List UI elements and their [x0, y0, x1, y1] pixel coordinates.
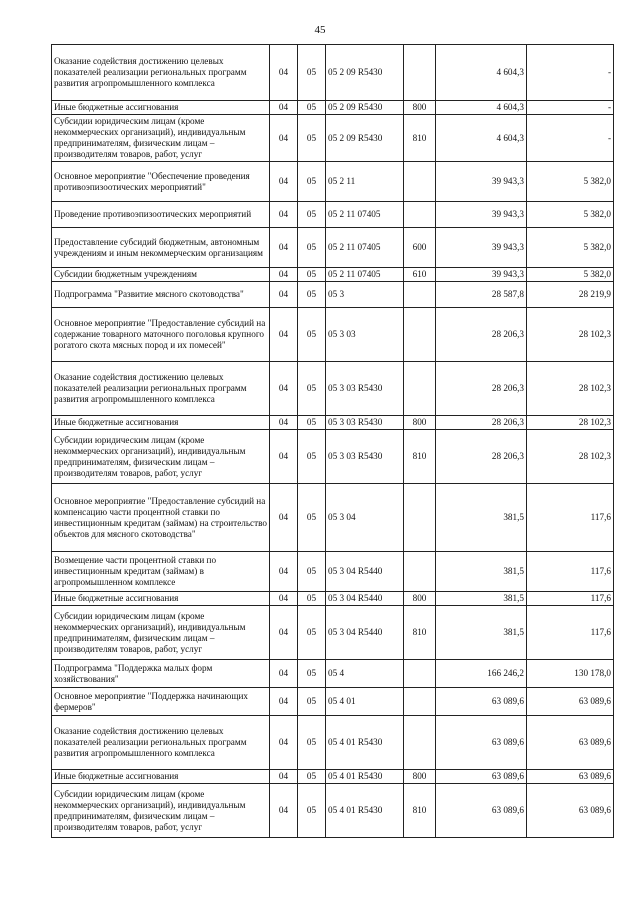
row-target-article: 05 3: [326, 282, 404, 308]
table-row: [52, 308, 614, 362]
table-row: [52, 362, 614, 416]
row-expense-type: [404, 202, 436, 228]
table-row: [52, 45, 614, 101]
table-row: [52, 592, 614, 606]
row-subsection: 05: [298, 101, 326, 115]
row-target-article: 05 2 11 07405: [326, 268, 404, 282]
row-section: 04: [270, 416, 298, 430]
row-amount-2: -: [527, 101, 614, 115]
table-row: [52, 268, 614, 282]
row-section: 04: [270, 268, 298, 282]
row-amount-1: 381,5: [436, 606, 527, 660]
row-target-article: 05 3 03 R5430: [326, 416, 404, 430]
row-subsection: 05: [298, 484, 326, 552]
row-name: Основное мероприятие "Обеспечение проведения противоэпизоотических мероприятий": [52, 162, 270, 202]
row-amount-2: -: [527, 115, 614, 162]
table-row: [52, 202, 614, 228]
table-row: [52, 770, 614, 784]
row-section: 04: [270, 784, 298, 838]
row-section: 04: [270, 115, 298, 162]
row-expense-type: 800: [404, 592, 436, 606]
row-amount-1: 28 206,3: [436, 308, 527, 362]
row-expense-type: [404, 688, 436, 716]
row-section: 04: [270, 162, 298, 202]
row-amount-2: 63 089,6: [527, 716, 614, 770]
table-row: [52, 101, 614, 115]
row-target-article: 05 3 04 R5440: [326, 606, 404, 660]
row-expense-type: [404, 162, 436, 202]
table-row: [52, 484, 614, 552]
row-amount-2: 5 382,0: [527, 202, 614, 228]
row-section: 04: [270, 688, 298, 716]
row-section: 04: [270, 202, 298, 228]
row-expense-type: [404, 308, 436, 362]
table-row: [52, 228, 614, 268]
table-row: [52, 416, 614, 430]
table-row: [52, 716, 614, 770]
row-subsection: 05: [298, 770, 326, 784]
row-amount-1: 39 943,3: [436, 162, 527, 202]
row-name: Подпрограмма "Развитие мясного скотоводства": [52, 282, 270, 308]
row-subsection: 05: [298, 308, 326, 362]
row-section: 04: [270, 228, 298, 268]
row-name: Иные бюджетные ассигнования: [52, 770, 270, 784]
row-amount-2: 117,6: [527, 484, 614, 552]
row-subsection: 05: [298, 268, 326, 282]
row-target-article: 05 3 04 R5440: [326, 552, 404, 592]
row-name: Оказание содействия достижению целевых показателей реализации региональных программ развития агропромышленного комплекса: [52, 45, 270, 101]
row-amount-1: 381,5: [436, 552, 527, 592]
row-name: Основное мероприятие "Предоставление субсидий на содержание товарного маточного поголовья крупного рогатого скота мясных пород и их помесей": [52, 308, 270, 362]
row-amount-1: 4 604,3: [436, 45, 527, 101]
row-subsection: 05: [298, 162, 326, 202]
table-row: [52, 606, 614, 660]
row-target-article: 05 3 03 R5430: [326, 362, 404, 416]
row-subsection: 05: [298, 552, 326, 592]
budget-table-body: [52, 45, 614, 838]
row-section: 04: [270, 430, 298, 484]
row-expense-type: 610: [404, 268, 436, 282]
row-section: 04: [270, 716, 298, 770]
row-expense-type: [404, 716, 436, 770]
row-expense-type: 800: [404, 770, 436, 784]
row-amount-1: 63 089,6: [436, 716, 527, 770]
row-expense-type: 810: [404, 430, 436, 484]
row-amount-2: 63 089,6: [527, 770, 614, 784]
row-amount-1: 381,5: [436, 484, 527, 552]
row-amount-2: 117,6: [527, 592, 614, 606]
row-target-article: 05 4 01 R5430: [326, 716, 404, 770]
row-target-article: 05 2 09 R5430: [326, 45, 404, 101]
row-section: 04: [270, 362, 298, 416]
row-section: 04: [270, 592, 298, 606]
table-row: [52, 282, 614, 308]
row-section: 04: [270, 282, 298, 308]
row-target-article: 05 4: [326, 660, 404, 688]
row-name: Предоставление субсидий бюджетным, автономным учреждениям и иным некоммерческим организациям: [52, 228, 270, 268]
row-name: Основное мероприятие "Предоставление субсидий на компенсацию части процентной ставки по инвестиционным кредитам (займам) на строительство объектов для мясного скотоводства": [52, 484, 270, 552]
row-target-article: 05 2 09 R5430: [326, 101, 404, 115]
row-target-article: 05 4 01 R5430: [326, 770, 404, 784]
table-row: [52, 430, 614, 484]
row-subsection: 05: [298, 660, 326, 688]
row-subsection: 05: [298, 282, 326, 308]
row-target-article: 05 2 11: [326, 162, 404, 202]
row-section: 04: [270, 606, 298, 660]
row-amount-1: 4 604,3: [436, 101, 527, 115]
row-amount-1: 28 587,8: [436, 282, 527, 308]
row-subsection: 05: [298, 416, 326, 430]
table-row: [52, 162, 614, 202]
row-amount-2: 5 382,0: [527, 228, 614, 268]
row-amount-2: -: [527, 45, 614, 101]
row-subsection: 05: [298, 115, 326, 162]
row-section: 04: [270, 660, 298, 688]
row-expense-type: [404, 45, 436, 101]
row-name: Субсидии юридическим лицам (кроме некоммерческих организаций), индивидуальным предпринимателям, физическим лицам – производителям товаров, работ, услуг: [52, 115, 270, 162]
row-amount-1: 39 943,3: [436, 268, 527, 282]
row-section: 04: [270, 484, 298, 552]
table-row: [52, 784, 614, 838]
row-name: Иные бюджетные ассигнования: [52, 592, 270, 606]
row-amount-2: 63 089,6: [527, 784, 614, 838]
row-name: Основное мероприятие "Поддержка начинающих фермеров": [52, 688, 270, 716]
row-subsection: 05: [298, 784, 326, 838]
row-amount-2: 5 382,0: [527, 268, 614, 282]
row-amount-2: 5 382,0: [527, 162, 614, 202]
row-amount-1: 39 943,3: [436, 202, 527, 228]
row-name: Субсидии юридическим лицам (кроме некоммерческих организаций), индивидуальным предпринимателям, физическим лицам – производителям товаров, работ, услуг: [52, 606, 270, 660]
row-name: Иные бюджетные ассигнования: [52, 416, 270, 430]
row-amount-1: 63 089,6: [436, 770, 527, 784]
row-name: Проведение противоэпизоотических мероприятий: [52, 202, 270, 228]
row-name: Иные бюджетные ассигнования: [52, 101, 270, 115]
row-expense-type: 810: [404, 606, 436, 660]
row-expense-type: [404, 552, 436, 592]
row-expense-type: 810: [404, 784, 436, 838]
row-amount-1: 4 604,3: [436, 115, 527, 162]
row-expense-type: [404, 282, 436, 308]
budget-table: [51, 44, 614, 838]
row-expense-type: 800: [404, 101, 436, 115]
row-expense-type: 810: [404, 115, 436, 162]
row-target-article: 05 3 04 R5440: [326, 592, 404, 606]
row-target-article: 05 2 11 07405: [326, 228, 404, 268]
row-name: Субсидии юридическим лицам (кроме некоммерческих организаций), индивидуальным предпринимателям, физическим лицам – производителям товаров, работ, услуг: [52, 784, 270, 838]
row-section: 04: [270, 552, 298, 592]
row-expense-type: 800: [404, 416, 436, 430]
row-target-article: 05 2 09 R5430: [326, 115, 404, 162]
row-amount-2: 28 102,3: [527, 308, 614, 362]
row-target-article: 05 2 11 07405: [326, 202, 404, 228]
row-amount-1: 39 943,3: [436, 228, 527, 268]
row-amount-2: 130 178,0: [527, 660, 614, 688]
row-subsection: 05: [298, 430, 326, 484]
row-target-article: 05 3 03: [326, 308, 404, 362]
row-amount-1: 28 206,3: [436, 362, 527, 416]
row-amount-2: 117,6: [527, 606, 614, 660]
row-section: 04: [270, 308, 298, 362]
row-name: Возмещение части процентной ставки по инвестиционным кредитам (займам) в агропромышленном комплексе: [52, 552, 270, 592]
row-amount-2: 117,6: [527, 552, 614, 592]
row-expense-type: [404, 484, 436, 552]
row-amount-1: 28 206,3: [436, 430, 527, 484]
row-amount-1: 63 089,6: [436, 784, 527, 838]
row-target-article: 05 4 01 R5430: [326, 784, 404, 838]
table-row: [52, 660, 614, 688]
row-name: Субсидии бюджетным учреждениям: [52, 268, 270, 282]
row-amount-2: 28 102,3: [527, 430, 614, 484]
row-amount-1: 28 206,3: [436, 416, 527, 430]
row-name: Оказание содействия достижению целевых показателей реализации региональных программ развития агропромышленного комплекса: [52, 362, 270, 416]
row-expense-type: 600: [404, 228, 436, 268]
row-amount-2: 63 089,6: [527, 688, 614, 716]
row-name: Субсидии юридическим лицам (кроме некоммерческих организаций), индивидуальным предпринимателям, физическим лицам – производителям товаров, работ, услуг: [52, 430, 270, 484]
row-amount-1: 166 246,2: [436, 660, 527, 688]
page-number: 45: [314, 24, 326, 36]
row-subsection: 05: [298, 228, 326, 268]
row-section: 04: [270, 770, 298, 784]
table-row: [52, 115, 614, 162]
row-amount-2: 28 102,3: [527, 416, 614, 430]
row-subsection: 05: [298, 716, 326, 770]
row-target-article: 05 3 03 R5430: [326, 430, 404, 484]
row-target-article: 05 3 04: [326, 484, 404, 552]
table-row: [52, 552, 614, 592]
row-name: Подпрограмма "Поддержка малых форм хозяйствования": [52, 660, 270, 688]
row-subsection: 05: [298, 688, 326, 716]
row-amount-2: 28 102,3: [527, 362, 614, 416]
row-name: Оказание содействия достижению целевых показателей реализации региональных программ развития агропромышленного комплекса: [52, 716, 270, 770]
row-target-article: 05 4 01: [326, 688, 404, 716]
row-amount-1: 63 089,6: [436, 688, 527, 716]
row-subsection: 05: [298, 362, 326, 416]
row-expense-type: [404, 362, 436, 416]
row-subsection: 05: [298, 45, 326, 101]
row-expense-type: [404, 660, 436, 688]
table-row: [52, 688, 614, 716]
row-section: 04: [270, 45, 298, 101]
row-amount-2: 28 219,9: [527, 282, 614, 308]
row-subsection: 05: [298, 592, 326, 606]
row-subsection: 05: [298, 606, 326, 660]
row-amount-1: 381,5: [436, 592, 527, 606]
row-section: 04: [270, 101, 298, 115]
row-subsection: 05: [298, 202, 326, 228]
